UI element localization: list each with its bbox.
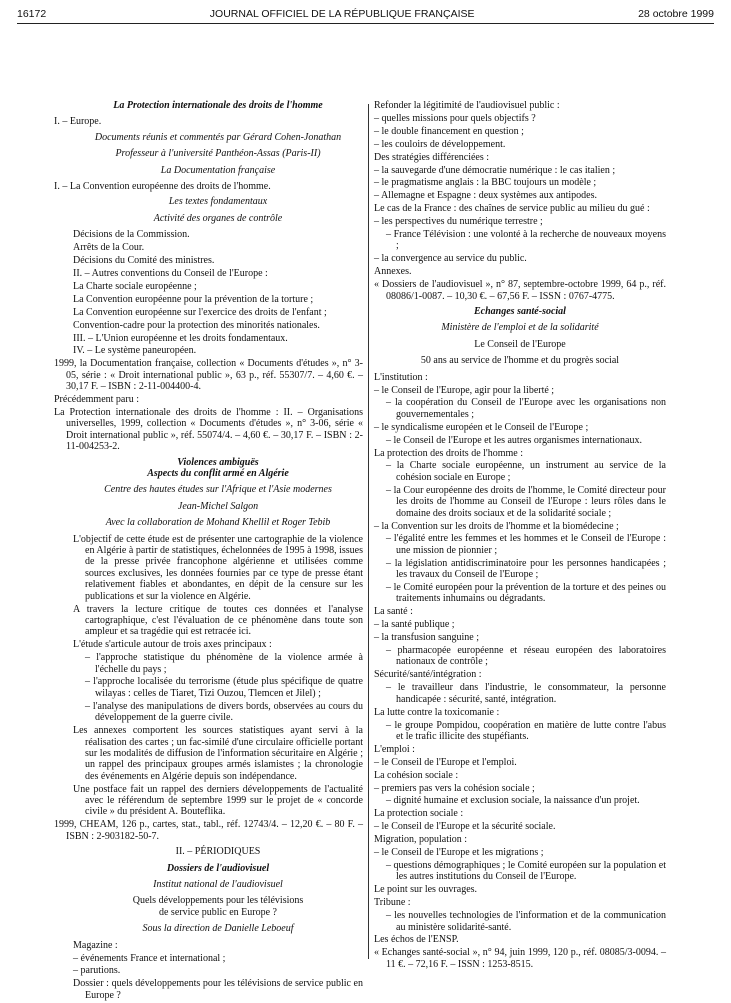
header-rule <box>17 23 714 24</box>
paragraph: Une postface fait un rappel des derniers développements de l'actualité avec le référendum de septembre 1999 sur le projet de « concorde civile » du président A. Bouteflika. <box>73 783 363 818</box>
list-item: – la sauvegarde d'une démocratie numérique : le cas italien ; <box>374 164 616 176</box>
text-line: La lutte contre la toxicomanie : <box>374 706 500 718</box>
list-item: – le travailleur dans l'industrie, le consommateur, la personne handicapée : sécurité, santé, intégration. <box>386 682 666 705</box>
list-item: – événements France et international ; <box>73 952 226 964</box>
list-item: – la santé publique ; <box>374 619 455 631</box>
text-line: Arrêts de la Cour. <box>73 242 145 254</box>
list-item: – le double financement en question ; <box>374 125 524 137</box>
reference-line: 1999, CHEAM, 126 p., cartes, stat., tabl., réf. 12743/4. – 12,20 €. – 80 F. – ISBN : 2-903182-50-7. <box>54 819 363 842</box>
text-line: II. – Autres conventions du Conseil de l'Europe : <box>73 267 268 279</box>
list-item: – la coopération du Conseil de l'Europe avec les organisations non gouvernementales ; <box>386 397 666 420</box>
list-item: – parutions. <box>73 965 121 977</box>
page-number: 16172 <box>17 8 47 20</box>
reference-line: La Protection internationale des droits de l'homme : II. – Organisations universelles, 1999, collection « Documents d'études », n° 3-06, série « Droit international public », réf. 55074/4. – 4,60 €. – 30,17 F. – ISBN : 2-11-004253-2. <box>54 406 363 453</box>
paragraph: Les annexes comportent les sources statistiques ayant servi à la réalisation des cartes ; un fac-similé d'une circulaire officielle portant sur les modalités de diffusion de l'information sécuritaire en Algérie ; un rappel des principaux groupes armés islamistes ; la chronologie des événements en Algérie depuis son indépendance. <box>73 725 363 782</box>
text-line: La cohésion sociale : <box>374 769 459 781</box>
list-item: – le Conseil de l'Europe et la sécurité sociale. <box>374 821 556 833</box>
author-line: Jean-Michel Salgon <box>177 500 259 512</box>
list-item: – le pragmatisme anglais : la BBC toujours un modèle ; <box>374 177 597 189</box>
list-item: – le Conseil de l'Europe et les autres organismes internationaux. <box>386 434 642 446</box>
text-line: La Convention européenne sur l'exercice des droits de l'enfant ; <box>73 306 327 318</box>
authors-line: Documents réunis et commentés par Gérard Cohen-Jonathan <box>94 131 342 143</box>
text-line: L'emploi : <box>374 743 415 755</box>
paragraph: A travers la lecture critique de toutes ces données et l'analyse cartographique, c'est l'évaluation de ce phénomène dans toute son ampleur et sa tragédie qui est retracée ici. <box>73 603 363 638</box>
author-affiliation: Professeur à l'université Panthéon-Assas (Paris-II) <box>115 148 321 160</box>
page-header <box>17 8 714 24</box>
journal-title: JOURNAL OFFICIEL DE LA RÉPUBLIQUE FRANÇAISE <box>209 8 475 20</box>
list-item: – France Télévision : une volonté à la recherche de nouveaux moyens ; <box>386 229 666 252</box>
text-line: Tribune : <box>374 897 411 909</box>
collaboration-line: Avec la collaboration de Mohand Khellil et Roger Tebib <box>105 517 331 529</box>
list-item: – questions démographiques ; le Comité européen sur la population et les autres institutions du Conseil de l'Europe. <box>386 859 666 883</box>
left-column <box>54 100 363 1003</box>
list-item: – quelles missions pour quels objectifs ? <box>374 112 536 124</box>
text-line: Annexes. <box>374 266 412 278</box>
text-line: Refonder la légitimité de l'audiovisuel public : <box>374 100 560 111</box>
text-line: Magazine : <box>73 939 118 951</box>
organization-line: Institut national de l'audiovisuel <box>153 878 283 890</box>
list-item: – la Charte sociale européenne, un instrument au service de la cohésion sociale en Europe ; <box>386 460 666 483</box>
list-item: – dignité humaine et exclusion sociale, la naissance d'un projet. <box>386 795 640 807</box>
direction-line: Sous la direction de Danielle Leboeuf <box>142 923 294 935</box>
text-line: La protection des droits de l'homme : <box>374 447 523 459</box>
list-item: – la convergence au service du public. <box>374 253 527 265</box>
list-item: – la législation antidiscriminatoire pour les personnes handicapées ; les travaux du Conseil de l'Europe ; <box>386 557 666 581</box>
list-item: – l'approche localisée du terrorisme (étude plus spécifique de quatre wilayas : celles de Tiaret, Tizi Ouzou, Tlemcen et Jilel) ; <box>85 676 363 699</box>
list-item: – le Conseil de l'Europe et les migrations ; <box>374 847 544 859</box>
list-item: – le Conseil de l'Europe et l'emploi. <box>374 756 517 768</box>
text-line: Convention-cadre pour la protection des minorités nationales. <box>73 319 320 331</box>
list-item: – le syndicalisme européen et le Conseil de l'Europe ; <box>374 421 589 433</box>
organization-line: Ministère de l'emploi et de la solidarité <box>441 322 599 334</box>
list-item: – la Convention sur les droits de l'homme et la biomédecine ; <box>374 520 619 532</box>
text-line: La Charte sociale européenne ; <box>73 280 197 292</box>
text-line: La protection sociale : <box>374 808 464 820</box>
reference-line: « Dossiers de l'audiovisuel », n° 87, septembre-octobre 1999, 64 p., réf. 08086/1-0087. – 10,30 €. – 67,56 F. – ISSN : 0767-4775. <box>374 279 666 302</box>
text-line: Des stratégies différenciées : <box>374 151 490 163</box>
text-line: La Convention européenne pour la prévention de la torture ; <box>73 293 314 305</box>
list-item: – le groupe Pompidou, coopération en matière de lutte contre l'abus et le trafic illicite des stupéfiants. <box>386 719 666 742</box>
list-item: – la transfusion sanguine ; <box>374 632 479 644</box>
text-line: III. – L'Union européenne et les droits fondamentaux. <box>73 332 288 344</box>
issue-subtitle: 50 ans au service de l'homme et du progrès social <box>420 355 620 367</box>
text-line: Le point sur les ouvrages. <box>374 884 478 896</box>
text-line: L'institution : <box>374 371 428 383</box>
list-item: – premiers pas vers la cohésion sociale ; <box>374 782 535 794</box>
text-line: Décisions du Comité des ministres. <box>73 255 215 267</box>
issue-title: de service public en Europe ? <box>158 906 277 918</box>
text-line: Dossier : quels développements pour les télévisions de service public en Europe ? <box>73 978 363 1001</box>
right-column <box>374 100 666 972</box>
column-divider <box>368 104 369 959</box>
text-line: IV. – Le système paneuropéen. <box>73 345 197 357</box>
section-heading: II. – PÉRIODIQUES <box>175 846 261 858</box>
reference-line: « Echanges santé-social », n° 94, juin 1999, 120 p., réf. 08085/3-0094. – 11 €. – 72,16 F. – ISSN : 1253-8515. <box>374 947 666 970</box>
section-subtitle: Aspects du conflit armé en Algérie <box>147 467 289 479</box>
list-item: – le Comité européen pour la prévention de la torture et des peines ou traitements inhumains ou dégradants. <box>386 582 666 605</box>
section-title: Echanges santé-social <box>474 306 566 317</box>
publication-date: 28 octobre 1999 <box>638 8 714 20</box>
subheading: Activité des organes de contrôle <box>153 212 283 224</box>
paragraph: L'étude s'articule autour de trois axes principaux : <box>73 639 272 651</box>
publisher-line: La Documentation française <box>160 164 276 176</box>
list-item: – Allemagne et Espagne : deux systèmes aux antipodes. <box>374 190 598 202</box>
list-item: – l'analyse des manipulations de divers bords, observées au cours du développement de la guerre civile. <box>85 700 363 724</box>
list-item: – les perspectives du numérique terrestre ; <box>374 216 543 228</box>
list-item: – l'approche statistique du phénomène de la violence armée à l'échelle du pays ; <box>85 652 363 675</box>
text-line: I. – La Convention européenne des droits de l'homme. <box>54 181 271 193</box>
section-title: Violences ambiguës <box>177 456 259 468</box>
list-item: – le Conseil de l'Europe, agir pour la liberté ; <box>374 384 555 396</box>
section-title: Dossiers de l'audiovisuel <box>166 862 270 874</box>
text-line: Migration, population : <box>374 834 468 846</box>
list-item: – les nouvelles technologies de l'information et de la communication au ministère solidarité-santé. <box>386 910 666 933</box>
organization-line: Centre des hautes études sur l'Afrique et l'Asie modernes <box>104 484 332 496</box>
list-item: – les couloirs de développement. <box>374 138 506 150</box>
subheading: Les textes fondamentaux <box>168 196 268 208</box>
paragraph: L'objectif de cette étude est de présenter une cartographie de la violence en Algérie à partir de statistiques, échelonnées de 1995 à 1998, issues de la presse privée francophone algérienne et utilisées comme sources exclusives, les données fournies par ce type de presse étant relativement fiables et abondantes, en dépit de la censure sur les publications et sur la violence en Algérie. <box>73 533 363 602</box>
list-item: – pharmacopée européenne et réseau européen des laboratoires nationaux de contrôle ; <box>386 645 666 668</box>
text-line: Décisions de la Commission. <box>73 229 190 241</box>
text-line: Précédemment paru : <box>54 394 139 406</box>
text-line: Sécurité/santé/intégration : <box>374 669 482 681</box>
issue-title: Le Conseil de l'Europe <box>474 338 566 350</box>
list-item: – l'égalité entre les femmes et les hommes et le Conseil de l'Europe : une mission de pionnier ; <box>386 533 666 556</box>
reference-line: 1999, la Documentation française, collection « Documents d'études », n° 3-05, série : « Droit international public », 63 p., réf. 55307/7. – 4,60 €. – 30,17 F. – ISBN : 2-11-004400-4. <box>54 358 363 393</box>
text-line: La santé : <box>374 606 413 618</box>
list-item: – la Cour européenne des droits de l'homme, le Comité directeur pour les droits de l'homme au Conseil de l'Europe : leurs rôles dans le domaine des droits sociaux et de la solidarité sociale ; <box>386 484 666 519</box>
text-line: I. – Europe. <box>54 116 102 128</box>
text-line: Le cas de la France : des chaînes de service public au milieu du gué : <box>374 203 650 215</box>
issue-title: Quels développements pour les télévisions <box>132 895 304 907</box>
text-line: Les échos de l'ENSP. <box>374 934 459 946</box>
section-title: La Protection internationale des droits de l'homme <box>113 100 323 111</box>
